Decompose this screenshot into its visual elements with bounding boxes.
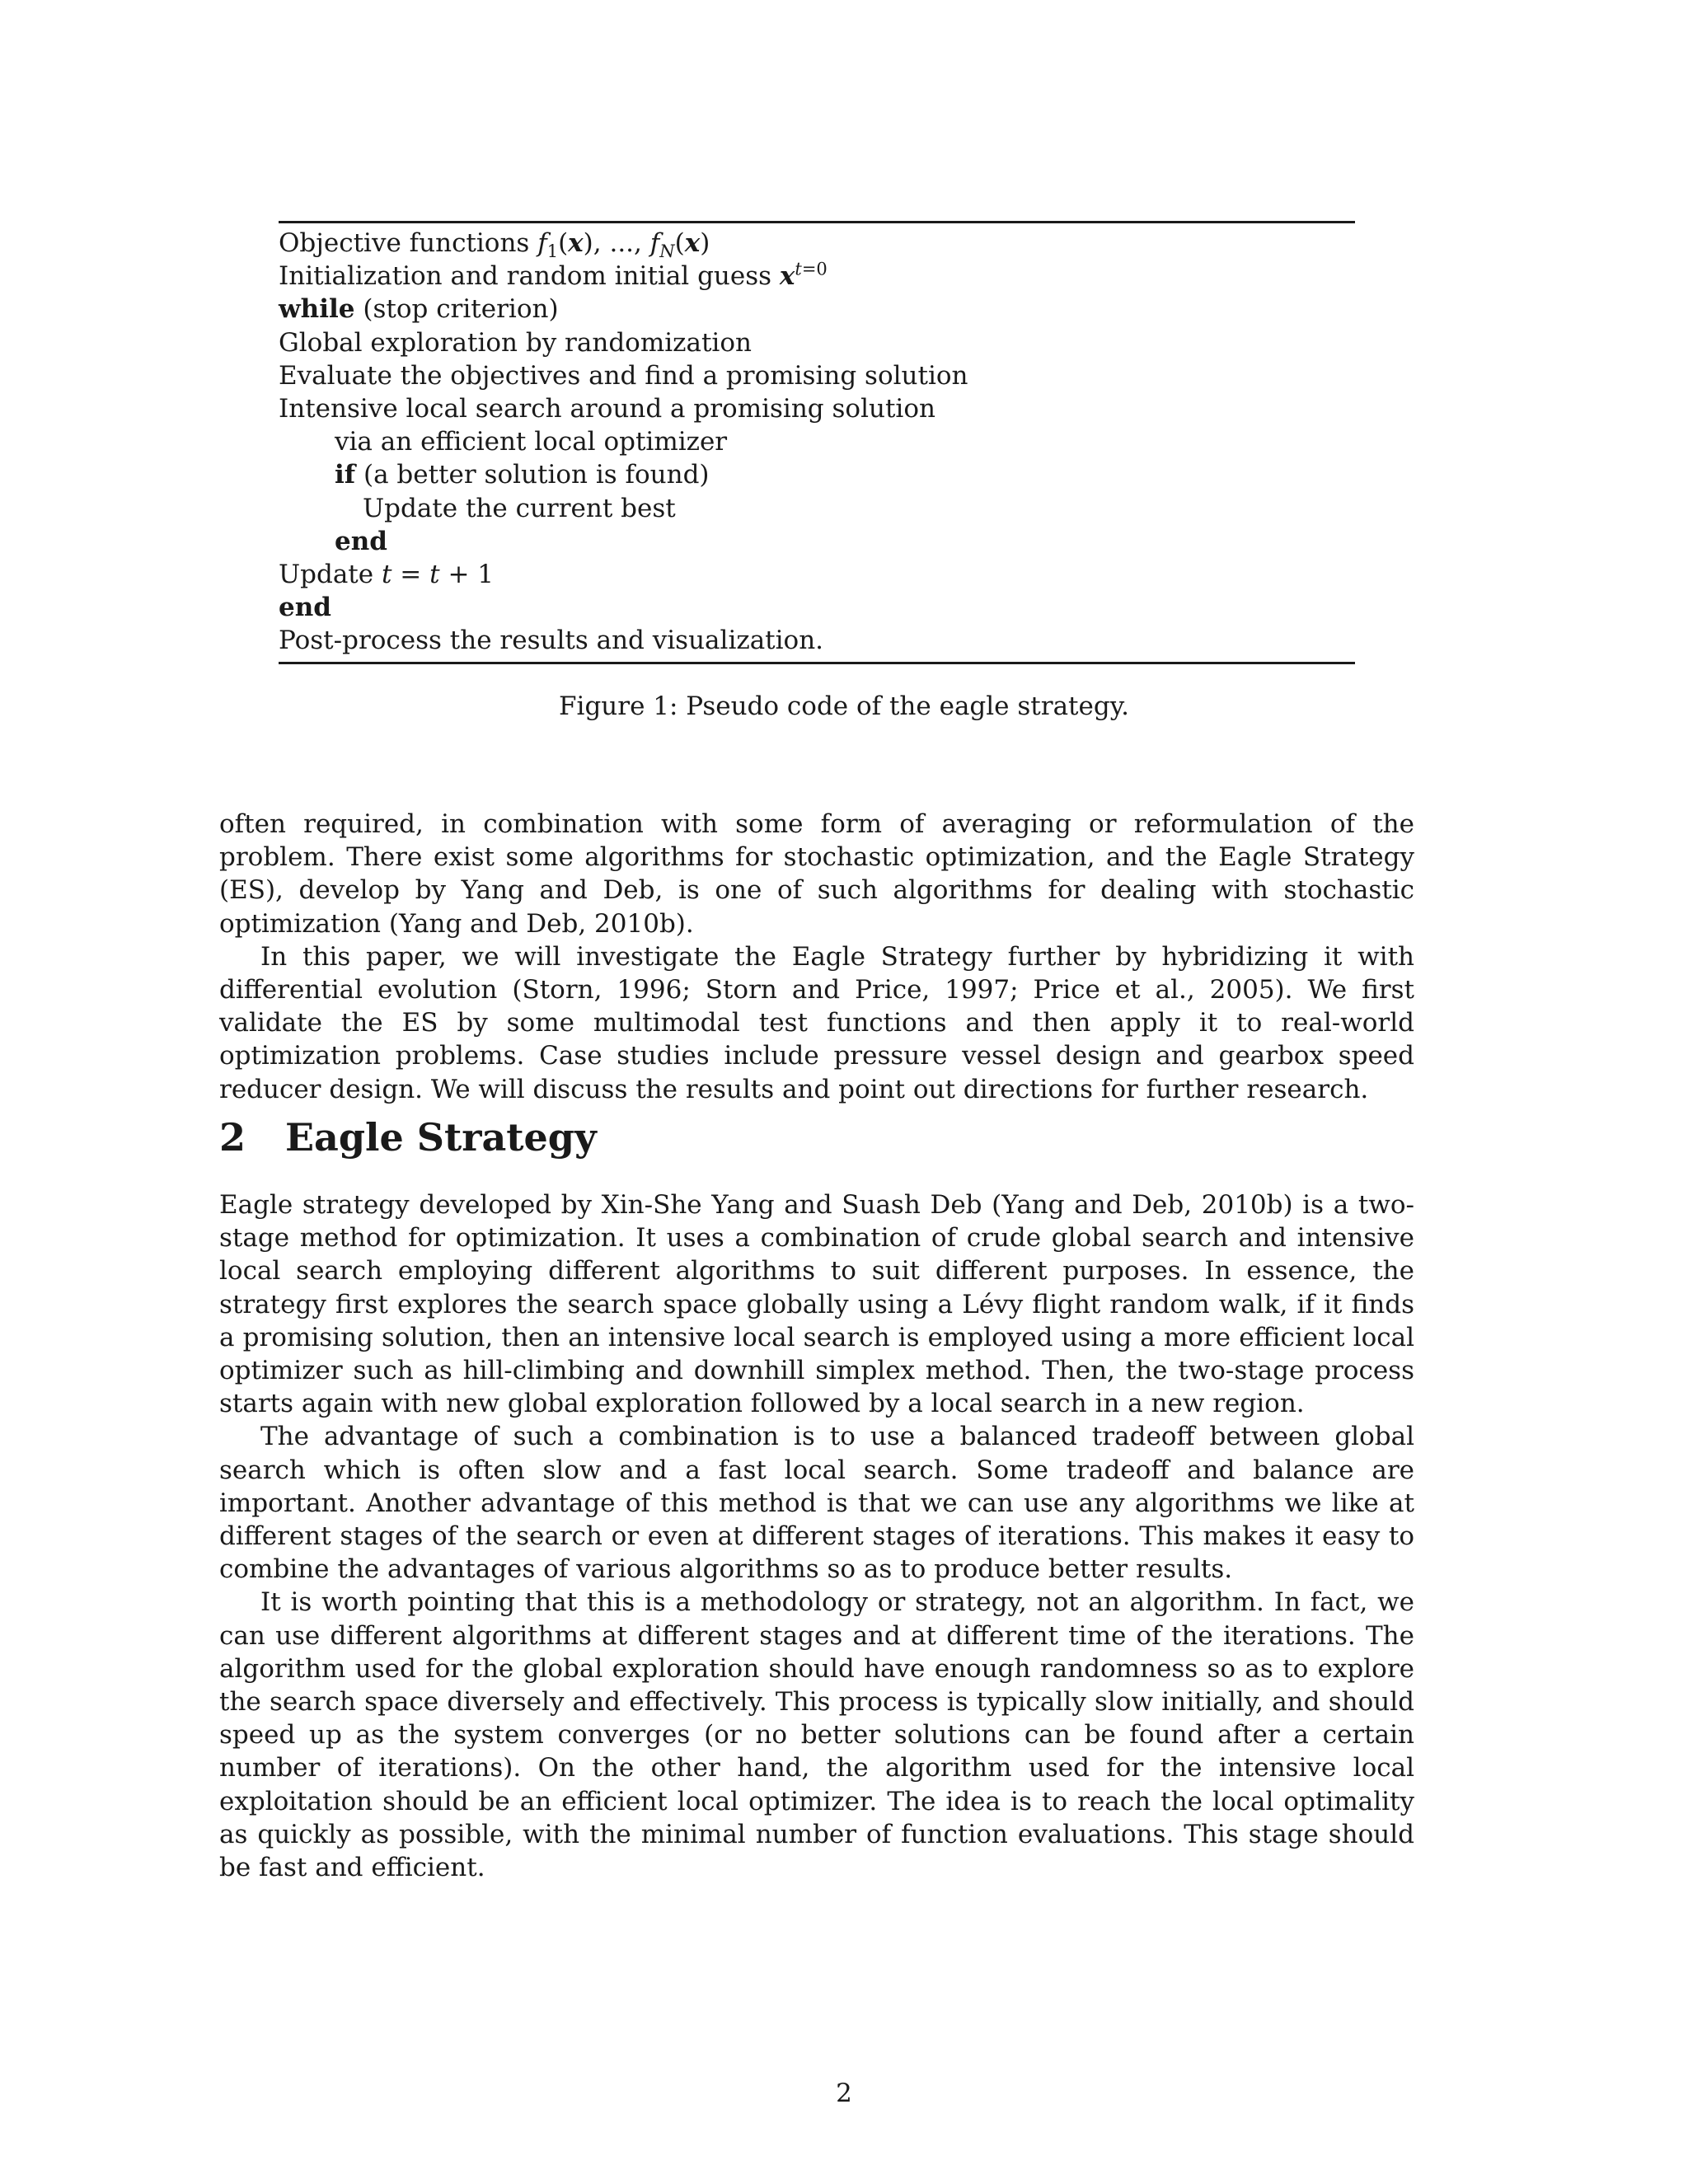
section-heading xyxy=(219,1114,597,1160)
pseudo-code-line-end-if: end xyxy=(335,526,387,556)
section-body xyxy=(219,1188,1414,1884)
pseudo-code-line-while: while (stop criterion) xyxy=(279,294,559,325)
pseudo-code-line-local-search: Intensive local search around a promising solution xyxy=(279,393,935,424)
pseudo-code-line-update-t: Update t = t + 1 xyxy=(279,559,494,589)
paragraph: In this paper, we will investigate the Eagle Strategy further by hybridizing it with differential evolution (Storn, 1996; Storn and Price, 1997; Price et al., 2005). We first validate the ES by some multimodal test functions and then apply it to real-world optimization problems. Case studies include pressure vessel design and gearbox speed reducer design. We will discuss the results and point out directions for further research. xyxy=(219,941,1414,1104)
pseudo-code-line-global: Global exploration by randomization xyxy=(279,327,752,358)
pseudo-code-line-evaluate: Evaluate the objectives and find a promising solution xyxy=(279,360,968,391)
pseudo-code-line-post-process: Post-process the results and visualization. xyxy=(279,626,824,656)
section-title: Eagle Strategy xyxy=(285,1115,597,1160)
pseudo-code-line-end-while: end xyxy=(279,593,331,623)
pseudo-code-box xyxy=(279,221,1355,664)
pseudo-code-line-init: Initialization and random initial guess $x^{t=0}$ xyxy=(279,259,828,292)
paragraph: often required, in combination with some form of averaging or reformulation of the problem. There exist some algorithms for stochastic optimization, and the Eagle Strategy (ES), develop by Yang and Deb, is one of such algorithms for dealing with stochastic optimization (Yang and Deb, 2010b). xyxy=(219,809,1414,939)
pseudo-code-line-optimizer: via an efficient local optimizer xyxy=(335,427,728,457)
paragraph: It is worth pointing that this is a methodology or strategy, not an algorithm. In fact, we can use different algorithms at different stages and at different time of the iterations. The algorithm used for the global exploration should have enough randomness so as to explore the search space diversely and effectively. This process is typically slow initially, and should speed up as the system converges (or no better solutions can be found after a certain number of iterations). On the other hand, the algorithm used for the intensive local exploitation should be an efficient local optimizer. The idea is to reach the local optimality as quickly as possible, with the minimal number of function evaluations. This stage should be fast and efficient. xyxy=(219,1587,1414,1883)
intro-text xyxy=(219,808,1414,1106)
page-number: 2 xyxy=(836,2079,852,2108)
pseudo-code-line-update-best: Update the current best xyxy=(363,493,676,523)
figure-caption: Figure 1: Pseudo code of the eagle strategy. xyxy=(559,691,1129,721)
paragraph: The advantage of such a combination is to use a balanced tradeoff between global search which is often slow and a fast local search. Some tradeoff and balance are important. Another advantage of this method is that we can use any algorithms we like at different stages of the search or even at different stages of iterations. This makes it easy to combine the advantages of various algorithms so as to produce better results. xyxy=(219,1422,1414,1585)
objectives-text: Objective functions xyxy=(279,228,538,258)
section-number: 2 xyxy=(219,1115,246,1160)
pseudo-code-line-objectives: Objective functions $f_1(x)$, ..., $f_N(x)$ xyxy=(279,228,710,262)
pseudo-code-line-if: if (a better solution is found) xyxy=(335,460,710,490)
paragraph: Eagle strategy developed by Xin-She Yang and Suash Deb (Yang and Deb, 2010b) is a two-stage method for optimization. It uses a combination of crude global search and intensive local search employing different algorithms to suit different purposes. In essence, the strategy first explores the search space globally using a Lévy flight random walk, if it finds a promising solution, then an intensive local search is employed using a more efficient local optimizer such as hill-climbing and downhill simplex method. Then, the two-stage process starts again with new global exploration followed by a local search in a new region. xyxy=(219,1190,1414,1419)
